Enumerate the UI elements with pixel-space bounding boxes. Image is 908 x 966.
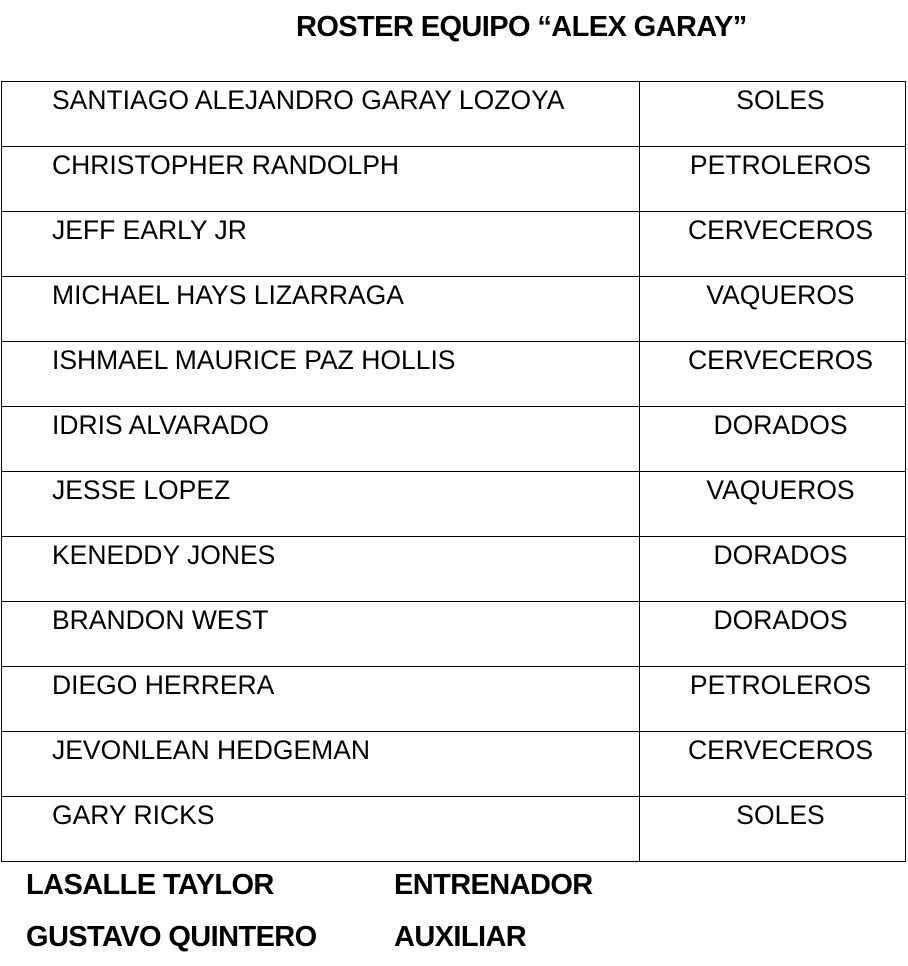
team-name-cell: CERVECEROS	[640, 342, 906, 407]
table-row	[2, 537, 906, 602]
staff-line-coach	[26, 866, 593, 904]
player-name-cell: JESSE LOPEZ	[2, 472, 640, 537]
table-row	[2, 212, 906, 277]
staff-name: LASALLE TAYLOR	[26, 869, 274, 901]
staff-line-assistant	[26, 918, 526, 956]
player-name-cell: MICHAEL HAYS LIZARRAGA	[2, 277, 640, 342]
team-name-cell: CERVECEROS	[640, 732, 906, 797]
player-name-cell: JEVONLEAN HEDGEMAN	[2, 732, 640, 797]
team-name-cell: VAQUEROS	[640, 277, 906, 342]
table-row	[2, 797, 906, 862]
team-name-cell: DORADOS	[640, 602, 906, 667]
table-row	[2, 147, 906, 212]
table-row	[2, 342, 906, 407]
player-name-cell: BRANDON WEST	[2, 602, 640, 667]
player-name-cell: JEFF EARLY JR	[2, 212, 640, 277]
player-name-cell: KENEDDY JONES	[2, 537, 640, 602]
roster-table-body	[2, 82, 906, 862]
table-row	[2, 277, 906, 342]
player-name-cell: IDRIS ALVARADO	[2, 407, 640, 472]
player-name-cell: DIEGO HERRERA	[2, 667, 640, 732]
team-name-cell: PETROLEROS	[640, 667, 906, 732]
staff-name: GUSTAVO QUINTERO	[26, 921, 317, 953]
staff-role: ENTRENADOR	[394, 869, 593, 901]
team-name-cell: VAQUEROS	[640, 472, 906, 537]
table-row	[2, 602, 906, 667]
team-name-cell: DORADOS	[640, 407, 906, 472]
roster-table	[1, 81, 906, 862]
team-name-cell: SOLES	[640, 797, 906, 862]
team-name-cell: SOLES	[640, 82, 906, 147]
player-name-cell: GARY RICKS	[2, 797, 640, 862]
player-name-cell: ISHMAEL MAURICE PAZ HOLLIS	[2, 342, 640, 407]
team-name-cell: CERVECEROS	[640, 212, 906, 277]
team-name-cell: PETROLEROS	[640, 147, 906, 212]
staff-role: AUXILIAR	[394, 921, 527, 953]
player-name-cell: SANTIAGO ALEJANDRO GARAY LOZOYA	[2, 82, 640, 147]
table-row	[2, 407, 906, 472]
table-row	[2, 82, 906, 147]
player-name-cell: CHRISTOPHER RANDOLPH	[2, 147, 640, 212]
table-row	[2, 472, 906, 537]
table-row	[2, 732, 906, 797]
table-row	[2, 667, 906, 732]
page-title: ROSTER EQUIPO “ALEX GARAY”	[296, 11, 747, 43]
team-name-cell: DORADOS	[640, 537, 906, 602]
